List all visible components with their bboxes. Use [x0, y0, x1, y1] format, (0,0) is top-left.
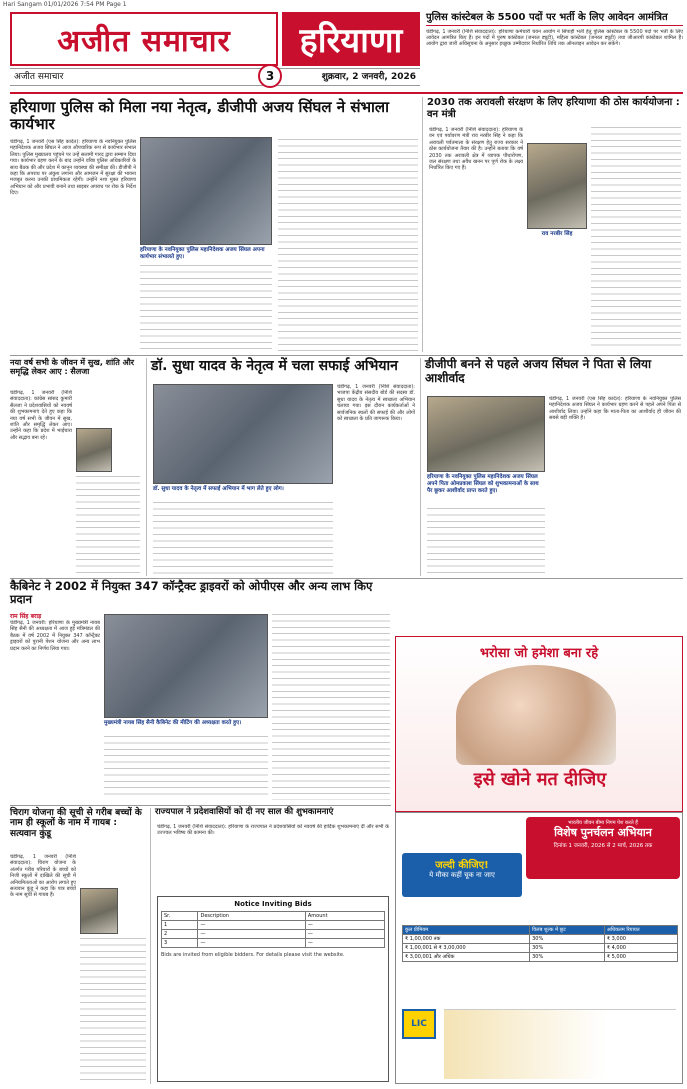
headline: डीजीपी बनने से पहले अजय सिंघल ने पिता से लिया आशीर्वाद — [425, 357, 652, 385]
ad-photo-father-child — [456, 665, 616, 765]
cleanliness-photo — [153, 384, 333, 484]
story-lead — [10, 97, 418, 352]
body-continued — [104, 736, 268, 800]
body-text: चंडीगढ़, 1 जनवरी (निशि संवाददाता): चिराग योजना के अंतर्गत गरीब परिवारों के बच्चों को निजी स्कूलों में दाखिले की सूची में अनियमितताओं का आरोप लगाते हुए सत्यवान कुंडू ने कहा कि पात्र बच्चों के नाम सूची से गायब हैं। — [10, 854, 76, 899]
print-slug: Hari Sangam 01/01/2026 7:54 PM Page 1 — [3, 1, 127, 8]
table-cell: — — [198, 939, 305, 948]
issue-date: शुक्रवार, 2 जनवरी, 2026 — [321, 72, 416, 82]
slogan-line-1: जल्दी कीजिए! — [435, 860, 489, 871]
story-forest-minister — [422, 97, 683, 352]
premium-table — [402, 925, 678, 962]
story-sailja — [10, 358, 142, 576]
headline: 2030 तक अरावली संरक्षण के लिए हरियाणा की ठोस कार्ययोजना : वन मंत्री — [427, 97, 680, 120]
table-cell: 1 — [162, 921, 198, 930]
portrait-photo — [80, 888, 118, 934]
lic-logo: LIC — [402, 1009, 436, 1039]
table-cell: ₹ 3,00,001 और अधिक — [403, 953, 530, 962]
table-row — [403, 953, 678, 962]
body-continued — [591, 127, 681, 349]
table-row — [403, 926, 678, 935]
table-cell: Sr. — [162, 912, 198, 921]
body-text: चंडीगढ़, 1 जनवरी: हरियाणा के मुख्यमंत्री नायब सिंह सैनी की अध्यक्षता में आज हुई मंत्रिमंडल की बैठक में वर्ष 2002 में नियुक्त 347 कॉन्ट्रैक्ट ड्राइवरों को पुरानी पेंशन योजना और अन्य लाभ प्रदान करने का निर्णय लिया गया। — [10, 620, 100, 652]
photo-caption: हरियाणा के नवनियुक्त पुलिस महानिदेशक अजय सिंघल अपने पिता ओमप्रकाश सिंघल को शुभकामनाओं के साथ पैर छूकर आशीर्वाद प्राप्त करते हुए। — [427, 474, 539, 494]
headline: डॉ. सुधा यादव के नेतृत्व में चला सफाई अभियान — [151, 358, 398, 374]
body-text: चंडीगढ़, 1 जनवरी (निशि संवाददाता): कांग्रेस सांसद कुमारी सैलजा ने प्रदेशवासियों को नववर्ष की शुभकामनाएं देते हुए कहा कि नया वर्ष सभी के जीवन में सुख, शांति और समृद्धि लेकर आए। उन्होंने कहा कि प्रदेश में भाईचारा और सद्भाव बना रहे। — [10, 390, 72, 441]
masthead-title-right — [282, 12, 420, 66]
body-continued — [140, 265, 272, 351]
story-cleanliness — [146, 358, 416, 576]
headline: राज्यपाल ने प्रदेशवासियों को दी नए साल की शुभकामनाएं — [155, 807, 334, 817]
table-row — [403, 935, 678, 944]
divider — [10, 92, 683, 94]
body-continued — [427, 508, 545, 574]
dgp-father-photo — [427, 396, 545, 472]
table-cell: 2 — [162, 930, 198, 939]
divider — [10, 805, 391, 806]
advertisement-lic-revival — [395, 812, 683, 1084]
body-text: चंडीगढ़, 1 जनवरी (निशि संवाददाता): हरियाणा के राज्यपाल ने प्रदेशवासियों को नववर्ष की हार्दिक शुभकामनाएं दीं और सभी के उज्ज्वल भविष्य की कामना की। — [157, 824, 389, 837]
banner-small-text: भारतीय जीवन बीमा निगम पेश करते हैं — [568, 820, 638, 826]
lead-photo — [140, 137, 272, 245]
slogan-line-2: ये मौका कहीं चूक ना जाए — [429, 871, 495, 879]
masthead-left-text: अजीत समाचार — [57, 23, 231, 59]
tender-notice — [157, 896, 389, 1082]
story-top-right — [426, 12, 683, 88]
ad-tagline: इसे खोने मत दीजिए — [473, 769, 607, 790]
table-row — [162, 912, 385, 921]
advertisement-lic-top — [395, 636, 683, 812]
body-continued — [278, 139, 418, 351]
table-cell: Description — [198, 912, 305, 921]
banner-big-text: विशेष पुनर्चलन अभियान — [554, 826, 652, 839]
table-cell: ₹ 4,000 — [604, 944, 677, 953]
photo-caption: हरियाणा के नवनियुक्त पुलिस महानिदेशक अजय सिंघल अपना कार्यभार संभालते हुए। — [140, 247, 265, 260]
headline: पुलिस कांस्टेबल के 5500 पदों पर भर्ती के लिए आवेदन आमंत्रित — [426, 12, 683, 26]
cabinet-photo — [104, 614, 268, 718]
table-cell: ₹ 1,00,000 तक — [403, 935, 530, 944]
body-text: चंडीगढ़, 1 जनवरी (एस सिंह कादेत): हरियाणा के नवनियुक्त पुलिस महानिदेशक अजय सिंघल ने आज औपचारिक रूप से कार्यभार संभाल लिया। पुलिस मुख्यालय पहुंचने पर उन्हें सलामी गारद द्वारा सम्मान दिया गया। कार्यभार ग्रहण करने के बाद उन्होंने वरिष्ठ पुलिस अधिकारियों के साथ बैठक की और प्रदेश में कानून व्यवस्था की समीक्षा की। डीजीपी ने कहा कि अपराध पर अंकुश लगाना और आमजन में सुरक्षा की भावना मजबूत करना उनकी प्राथमिकता रहेगी। उन्होंने नशा मुक्त हरियाणा अभियान को और प्रभावी बनाने तथा साइबर अपराध पर रोक के निर्देश दिए। — [10, 139, 136, 197]
tender-table — [161, 911, 385, 948]
table-cell: ₹ 3,000 — [604, 935, 677, 944]
story-chirag-scheme — [10, 808, 146, 1084]
table-header: अधिकतम रियायत — [604, 926, 677, 935]
headline: हरियाणा पुलिस को मिला नया नेतृत्व, डीजीपी अजय सिंघल ने संभाला कार्यभार — [10, 98, 389, 134]
tender-title: Notice Inviting Bids — [234, 900, 312, 908]
slogan-box — [402, 853, 522, 897]
photo-caption: मुख्यमंत्री नायब सिंह सैनी कैबिनेट की मीटिंग की अध्यक्षता करते हुए। — [104, 720, 242, 726]
body-continued — [80, 938, 146, 1082]
table-cell: — — [305, 930, 384, 939]
portrait-photo — [76, 428, 112, 472]
story-dgp-father — [420, 358, 683, 576]
body-text: चंडीगढ़, 1 जनवरी (निशि संवाददाता): हरियाणा के वन एवं पर्यावरण मंत्री राव नरबीर सिंह ने कहा कि अरावली पर्वतमाला के संरक्षण हेतु राज्य सरकार ने ठोस कार्ययोजना तैयार की है। उन्होंने बताया कि वर्ष 2030 तक अरावली क्षेत्र में व्यापक पौधारोपण, जल संरक्षण तथा अवैध खनन पर पूर्ण रोक के लक्ष्य निर्धारित किए गए हैं। — [429, 127, 523, 172]
table-cell: — — [198, 930, 305, 939]
body-continued — [76, 476, 140, 574]
table-cell: 30% — [530, 944, 605, 953]
table-cell: 30% — [530, 953, 605, 962]
table-cell: ₹ 1,00,001 से ₹ 3,00,000 — [403, 944, 530, 953]
minister-photo — [527, 143, 587, 229]
divider — [10, 355, 683, 356]
masthead-title-left — [10, 12, 278, 66]
table-cell: 3 — [162, 939, 198, 948]
table-cell: — — [305, 939, 384, 948]
table-header: विलंब शुल्क में छूट — [530, 926, 605, 935]
photo-caption: राव नरबीर सिंह — [541, 231, 573, 237]
tender-note: Bids are invited from eligible bidders. For details please visit the website. — [161, 952, 345, 958]
table-row — [403, 944, 678, 953]
masthead-right-text: हरियाणा — [299, 21, 403, 61]
revival-banner — [526, 817, 680, 879]
byline: राम सिंह बराड़ — [10, 613, 42, 620]
table-cell: — — [198, 921, 305, 930]
ad-footer — [444, 1009, 676, 1079]
headline: नया वर्ष सभी के जीवन में सुख, शांति और समृद्धि लेकर आए : सैलजा — [10, 358, 135, 377]
table-header: कुल प्रीमियम — [403, 926, 530, 935]
photo-caption: डॉ. सुधा यादव के नेतृत्व में सफाई अभियान में भाग लेते हुए लोग। — [153, 486, 284, 492]
body-text: चंडीगढ़, 1 जनवरी (एस सिंह कादेत): हरियाणा के नवनियुक्त पुलिस महानिदेशक अजय सिंघल ने कार्यभार ग्रहण करने से पहले अपने पिता से आशीर्वाद लिया। उन्होंने कहा कि माता-पिता का आशीर्वाद ही जीवन की सबसे बड़ी शक्ति है। — [549, 396, 681, 422]
body-continued — [153, 502, 333, 574]
page-number-badge: 3 — [258, 64, 282, 88]
story-governor — [150, 808, 391, 1084]
table-cell: Amount — [305, 912, 384, 921]
body-text: चंडीगढ़, 1 जनवरी (निशि संवाददाता): हरियाणा कर्मचारी चयन आयोग ने सिपाही भर्ती हेतु पुलिस कांस्टेबल के 5500 पदों पर भर्ती के लिए आवेदन आमंत्रित किए हैं। इन पदों में पुरुष कांस्टेबल (जनरल ड्यूटी), महिला कांस्टेबल (जनरल ड्यूटी) तथा जीआरपी कांस्टेबल शामिल हैं। आयोग द्वारा जारी अधिसूचना के अनुसार इच्छुक उम्मीदवार निर्धारित तिथि तक ऑनलाइन आवेदन कर सकेंगे। — [426, 28, 683, 48]
table-cell: — — [305, 921, 384, 930]
ad-title: भरोसा जो हमेशा बना रहे — [479, 646, 599, 661]
headline: कैबिनेट ने 2002 में नियुक्त 347 कॉन्ट्रैक्ट ड्राइवरों को ओपीएस और अन्य लाभ किए प्रदान — [10, 579, 373, 607]
table-row — [162, 921, 385, 930]
table-row — [162, 930, 385, 939]
story-cabinet — [10, 580, 391, 802]
publisher-name: अजीत समाचार — [14, 72, 64, 82]
masthead-subline — [10, 68, 420, 86]
headline: चिराग योजना की सूची से गरीब बच्चों के नाम ही स्कूलों के नाम में गायब : सत्यवान कुंडू — [10, 808, 142, 839]
table-row — [162, 939, 385, 948]
body-continued — [272, 614, 390, 800]
banner-period: दिनांक 1 जनवरी, 2026 से 2 मार्च, 2026 तक — [553, 843, 653, 849]
body-text: चंडीगढ़, 1 जनवरी (निशि संवाददाता): भाजपा केंद्रीय संसदीय बोर्ड की सदस्य डॉ. सुधा यादव के नेतृत्व में स्वच्छता अभियान चलाया गया। इस दौरान कार्यकर्ताओं ने सार्वजनिक स्थलों की सफाई की और लोगों को स्वच्छता के प्रति जागरूक किया। — [337, 384, 415, 423]
table-cell: ₹ 5,000 — [604, 953, 677, 962]
table-cell: 30% — [530, 935, 605, 944]
